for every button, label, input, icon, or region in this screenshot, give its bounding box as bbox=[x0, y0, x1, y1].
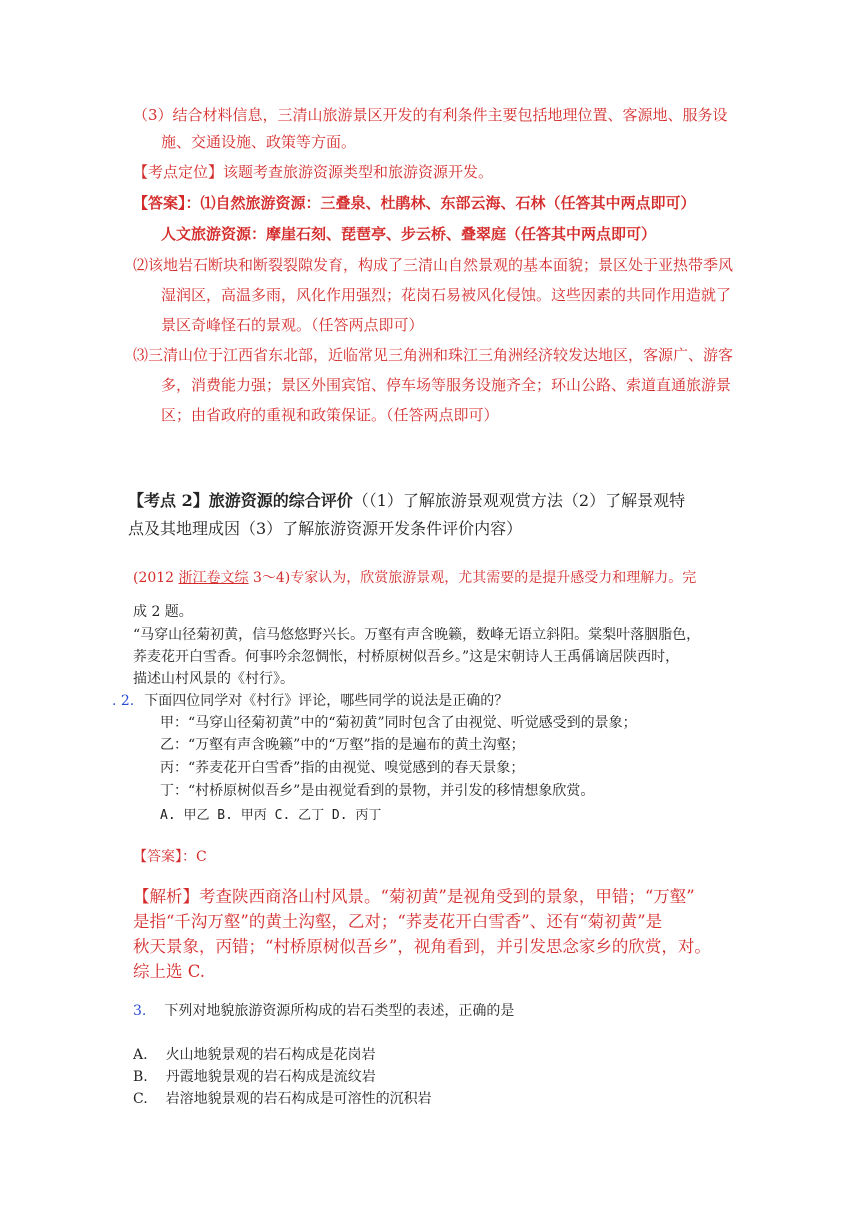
question-2-number: . 2. bbox=[112, 693, 135, 709]
poem-line-3: 描述山村风景的《村行》。 bbox=[133, 671, 294, 687]
answer-2-line-3: 景区奇峰怪石的景观。（任答两点即可） bbox=[161, 316, 424, 334]
answer-2-line-2: 湿润区，高温多雨，风化作用强烈；花岗石易被风化侵蚀。这些因素的共同作用造就了 bbox=[161, 286, 732, 304]
q3-line-2: 施、交通设施、政策等方面。 bbox=[161, 133, 357, 151]
option-text: 丹霞地貌景观的岩石构成是流纹岩 bbox=[165, 1069, 376, 1085]
answer-line-1: 【答案】：⑴自然旅游资源：三叠泉、杜鹃林、东部云海、石林（任答其中两点即可） bbox=[133, 194, 696, 212]
heading-rest: （（1）了解旅游景观观赏方法（2）了解景观特 bbox=[352, 491, 686, 510]
poem-line-1: “马穿山径菊初黄，信马悠悠野兴长。万壑有声含晚籁，数峰无语立斜阳。棠梨叶落胭脂色， bbox=[133, 627, 701, 643]
jiexi-line-3: 秋天景象，丙错；“村桥原树似吾乡”，视角看到，并引发思念家乡的欣赏，对。 bbox=[133, 937, 711, 956]
q2-option-bing: 丙：“荞麦花开白雪香”指的由视觉、嗅觉感到的春天景象； bbox=[160, 760, 525, 776]
question-2-stem bbox=[112, 690, 508, 710]
poem-line-2: 荞麦花开白雪香。何事吟余忽惆怅，村桥原树似吾乡。”这是宋朝诗人王禹偁谪居陕西时， bbox=[133, 649, 680, 665]
question-3-stem bbox=[133, 1000, 514, 1020]
source-range: 3～4)专家认为，欣赏旅游景观，尤其需要的是提升感受力和理解力。完 bbox=[248, 570, 697, 586]
question-2-text: 下面四位同学对《村行》评论，哪些同学的说法是正确的？ bbox=[144, 693, 509, 709]
option-text: 火山地貌景观的岩石构成是花岗岩 bbox=[165, 1047, 376, 1063]
kaodian-dingwei: 【考点定位】该题考查旅游资源类型和旅游资源开发。 bbox=[133, 163, 494, 181]
option-letter: A. bbox=[133, 1047, 148, 1063]
answer-line-2: 人文旅游资源：摩崖石刻、琵琶亭、步云桥、叠翠庭（任答其中两点即可） bbox=[161, 225, 657, 243]
source-line-1 bbox=[133, 567, 696, 587]
section-heading-line-1 bbox=[128, 488, 685, 511]
q3-option-a bbox=[133, 1044, 376, 1064]
question-3-text: 下列对地貌旅游资源所构成的岩石类型的表述，正确的是 bbox=[164, 1003, 515, 1019]
option-letter: C. bbox=[133, 1091, 148, 1107]
answer-3-line-2: 多，消费能力强；景区外围宾馆、停车场等服务设施齐全；环山公路、索道直通旅游景 bbox=[161, 376, 732, 394]
jiexi-line-4: 综上选 C. bbox=[133, 962, 206, 981]
source-year: (2012 bbox=[133, 570, 179, 586]
option-text: 岩溶地貌景观的岩石构成是可溶性的沉积岩 bbox=[165, 1091, 432, 1107]
answer-3-line-1: ⑶三清山位于江西省东北部，近临常见三角洲和珠江三角洲经济较发达地区，客源广、游客 bbox=[133, 346, 734, 364]
answer-2-line-1: ⑵该地岩石断块和断裂裂隙发育，构成了三清山自然景观的基本面貌；景区处于亚热带季风 bbox=[133, 256, 734, 274]
q2-choices: A. 甲乙 B. 甲丙 C. 乙丁 D. 丙丁 bbox=[160, 808, 382, 823]
section-heading-line-2: 点及其地理成因（3）了解旅游资源开发条件评价内容） bbox=[128, 519, 523, 538]
q2-answer: 【答案】：C bbox=[133, 849, 207, 865]
jiexi-line-2: 是指“千沟万壑”的黄土沟壑，乙对；“荞麦花开白雪香”、还有“菊初黄”是 bbox=[133, 912, 663, 931]
source-link[interactable]: 浙江卷文综 bbox=[178, 570, 249, 586]
answer-3-line-3: 区；由省政府的重视和政策保证。（任答两点即可） bbox=[161, 406, 499, 424]
option-letter: B. bbox=[133, 1069, 148, 1085]
q3-option-c bbox=[133, 1088, 432, 1108]
q2-option-yi: 乙：“万壑有声含晚籁”中的“万壑”指的是遍布的黄土沟壑； bbox=[160, 737, 525, 753]
heading-bold: 【考点 2】旅游资源的综合评价 bbox=[128, 491, 353, 510]
q2-option-ding: 丁：“村桥原树似吾乡”是由视觉看到的景物，并引发的移情想象欣赏。 bbox=[160, 783, 595, 799]
question-3-number: 3. bbox=[133, 1003, 147, 1019]
jiexi-line-1: 【解析】考查陕西商洛山村风景。“菊初黄”是视角受到的景象，甲错；“万壑” bbox=[133, 887, 695, 906]
source-line-2: 成 2 题。 bbox=[133, 604, 193, 620]
q3-line-1: （3）结合材料信息，三清山旅游景区开发的有利条件主要包括地理位置、客源地、服务设 bbox=[133, 106, 728, 124]
q2-option-jia: 甲：“马穿山径菊初黄”中的“菊初黄”同时包含了由视觉、听觉感受到的景象； bbox=[160, 715, 637, 731]
q3-option-b bbox=[133, 1066, 376, 1086]
